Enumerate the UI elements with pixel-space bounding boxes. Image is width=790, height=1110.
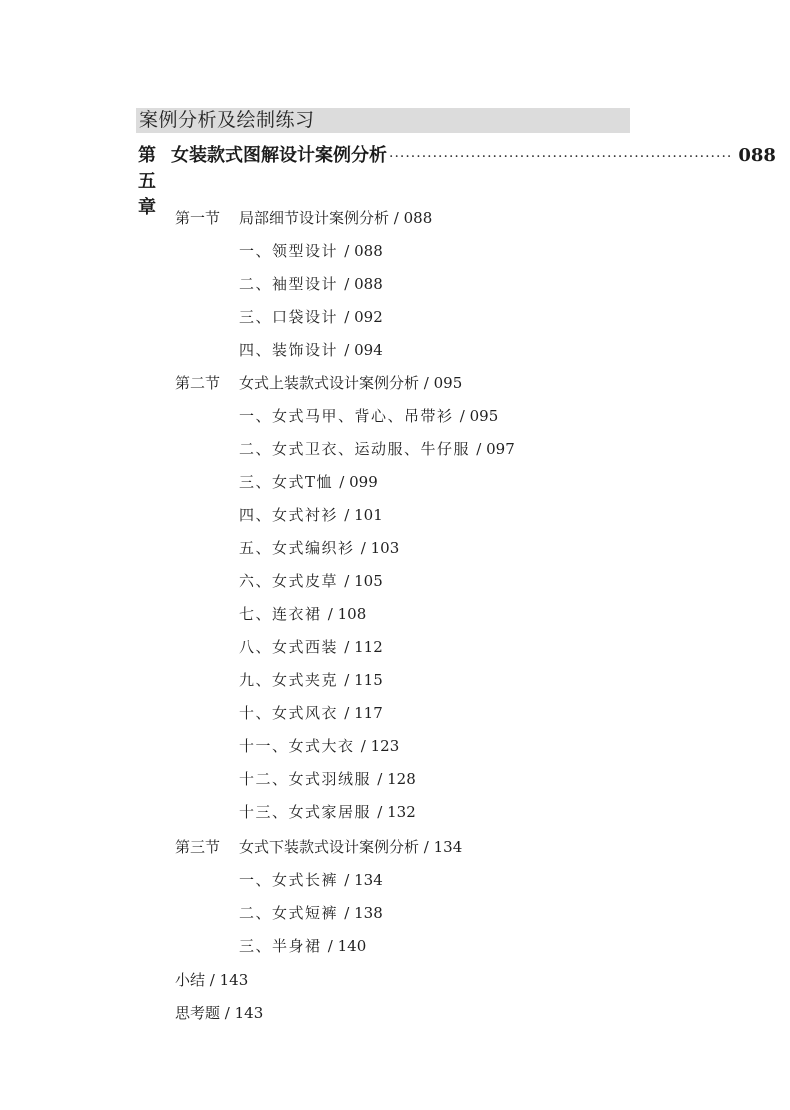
item-label: 二、女式卫衣、运动服、牛仔服 [239,440,471,458]
item-label: 三、口袋设计 [239,308,339,326]
item-label: 六、女式皮草 [239,572,339,590]
item-page: / 123 [360,737,400,755]
section-page: / 134 [423,838,463,856]
item-label: 七、连衣裙 [239,605,322,623]
toc-item[interactable] [239,637,383,657]
item-label: 八、女式西装 [239,638,339,656]
item-label: 一、领型设计 [239,242,339,260]
item-label: 十、女式风衣 [239,704,339,722]
item-page: / 094 [344,341,383,359]
item-page: / 128 [377,770,416,788]
item-label: 三、女式T恤 [239,473,334,491]
item-page: / 132 [377,803,416,821]
item-label: 十二、女式羽绒服 [239,770,372,788]
toc-item[interactable] [239,670,383,690]
toc-item[interactable] [239,307,383,327]
toc-section-3[interactable] [175,837,462,857]
section-title: 女式下装款式设计案例分析 [239,838,420,856]
item-page: / 117 [344,704,383,722]
item-page: / 092 [344,308,383,326]
section-number: 第三节 [175,838,221,856]
item-label: 九、女式夹克 [239,671,339,689]
questions-page: / 143 [224,1004,264,1022]
section-number: 第一节 [175,209,221,227]
item-label: 四、女式衬衫 [239,506,339,524]
toc-section-2[interactable] [175,373,462,393]
toc-item[interactable] [239,472,378,492]
chapter-title: 女装款式图解设计案例分析 [171,145,387,166]
toc-item[interactable] [239,406,498,426]
toc-questions[interactable] [175,1003,263,1023]
item-label: 一、女式长裤 [239,871,339,889]
item-page: / 088 [344,242,383,260]
chapter-number: 第五章 [138,145,156,218]
toc-item[interactable] [239,340,383,360]
toc-item[interactable] [239,936,366,956]
toc-item[interactable] [239,769,416,789]
part-title: 案例分析及绘制练习 [139,109,315,131]
item-label: 二、女式短裤 [239,904,339,922]
item-page: / 138 [344,904,383,922]
toc-item[interactable] [239,439,515,459]
item-label: 二、袖型设计 [239,275,339,293]
questions-label: 思考题 [175,1004,221,1022]
toc-item[interactable] [239,241,383,261]
part-title-bar [136,108,630,133]
item-label: 四、装饰设计 [239,341,339,359]
item-label: 五、女式编织衫 [239,539,355,557]
toc-summary[interactable] [175,970,248,990]
summary-page: / 143 [209,971,249,989]
chapter-page-number: 088 [738,145,776,166]
section-title: 局部细节设计案例分析 [239,209,390,227]
toc-item[interactable] [239,736,399,756]
item-page: / 105 [344,572,383,590]
toc-item[interactable] [239,903,383,923]
item-label: 十一、女式大衣 [239,737,355,755]
section-number: 第二节 [175,374,221,392]
section-page: / 095 [423,374,463,392]
toc-item[interactable] [239,870,383,890]
section-page: / 088 [393,209,433,227]
item-page: / 140 [327,937,367,955]
item-page: / 099 [339,473,378,491]
toc-item[interactable] [239,538,399,558]
summary-label: 小结 [175,971,206,989]
toc-item[interactable] [239,802,416,822]
item-page: / 103 [360,539,400,557]
toc-item[interactable] [239,604,366,624]
item-label: 十三、女式家居服 [239,803,372,821]
item-page: / 115 [344,671,383,689]
item-page: / 095 [459,407,499,425]
toc-item[interactable] [239,571,383,591]
section-title: 女式上装款式设计案例分析 [239,374,420,392]
item-page: / 108 [327,605,367,623]
item-page: / 112 [344,638,383,656]
toc-item[interactable] [239,274,383,294]
chapter-leader-dots: ······························································· [389,149,733,165]
item-label: 一、女式马甲、背心、吊带衫 [239,407,454,425]
item-page: / 097 [476,440,515,458]
toc-section-1[interactable] [175,208,432,228]
toc-item[interactable] [239,703,383,723]
item-page: / 101 [344,506,383,524]
item-page: / 088 [344,275,383,293]
toc-item[interactable] [239,505,383,525]
item-label: 三、半身裙 [239,937,322,955]
item-page: / 134 [344,871,383,889]
